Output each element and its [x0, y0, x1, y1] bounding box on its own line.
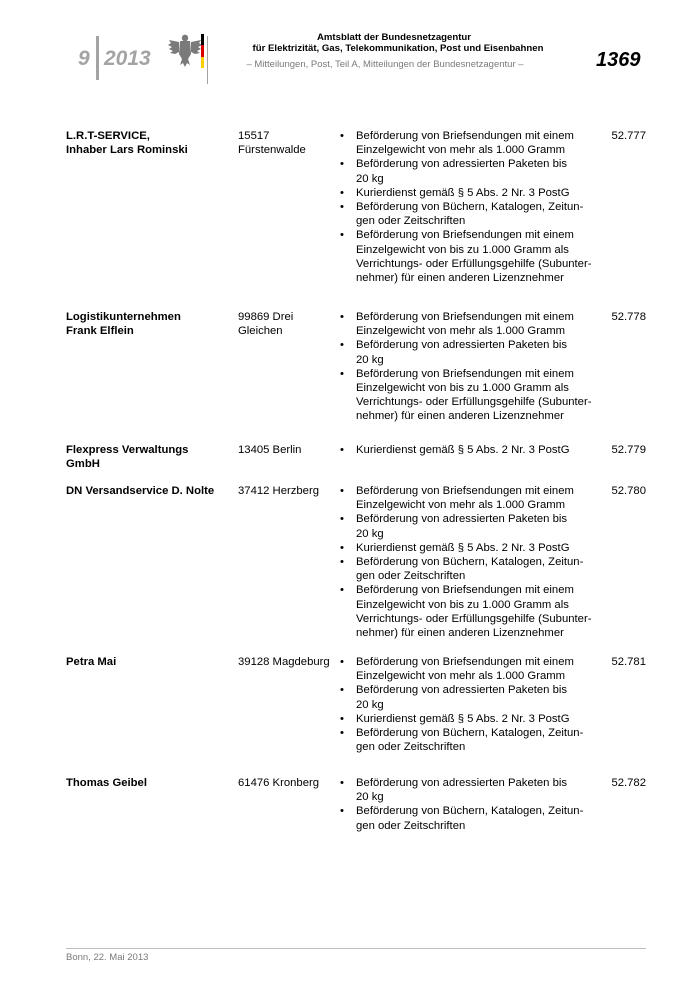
service-text: Beförderung von adressierten Paketen bis 20 kg	[356, 158, 568, 185]
service-text: Kurierdienst gemäß § 5 Abs. 2 Nr. 3 PostG	[356, 186, 570, 199]
bullet-icon: •	[340, 201, 344, 214]
flag-stripe-red	[201, 45, 204, 56]
service-item	[340, 338, 610, 366]
bullet-icon: •	[340, 485, 344, 497]
license-number: 52.779	[611, 444, 646, 456]
licensee-name: Logistikunternehmen Frank Elflein	[66, 311, 181, 338]
service-text: Beförderung von Büchern, Katalogen, Zeitun- gen oder Zeitschriften	[356, 201, 584, 228]
table-row	[66, 129, 646, 299]
bullet-icon: •	[340, 584, 344, 597]
service-list	[340, 484, 610, 640]
service-text: Beförderung von Briefsendungen mit einem Einzelgewicht von bis zu 1.000 Gramm als Verrichtungs- oder Erfüllungsgehilfe (Subunter- nehmer) für einen anderen Lizenznehmer	[356, 584, 592, 640]
service-item	[340, 804, 610, 832]
licensee-name: Thomas Geibel	[66, 777, 147, 789]
service-text: Beförderung von adressierten Paketen bis 20 kg	[356, 513, 568, 540]
page-number: 1369	[596, 49, 641, 71]
bullet-icon: •	[340, 130, 344, 142]
service-item	[340, 228, 610, 285]
bullet-icon: •	[340, 229, 344, 242]
header-divider	[207, 36, 208, 84]
table-row	[66, 310, 646, 430]
bullet-icon: •	[340, 541, 344, 554]
bullet-icon: •	[340, 444, 344, 456]
service-list	[340, 129, 610, 285]
bullet-icon: •	[340, 367, 344, 380]
header-title-line1: Amtsblatt der Bundesnetzagentur	[316, 32, 472, 43]
service-item	[340, 712, 610, 726]
service-list	[340, 310, 610, 424]
bullet-icon: •	[340, 339, 344, 352]
service-item	[340, 776, 610, 804]
service-item	[340, 367, 610, 424]
bullet-icon: •	[340, 513, 344, 526]
bullet-icon: •	[340, 556, 344, 569]
service-text: Beförderung von Briefsendungen mit einem Einzelgewicht von bis zu 1.000 Gramm als Verrichtungs- oder Erfüllungsgehilfe (Subunter- nehmer) für einen anderen Lizenznehmer	[356, 367, 592, 423]
service-text: Beförderung von adressierten Paketen bis 20 kg	[356, 339, 568, 366]
bullet-icon: •	[340, 656, 344, 668]
bullet-icon: •	[340, 684, 344, 697]
service-text: Beförderung von Briefsendungen mit einem Einzelgewicht von mehr als 1.000 Gramm	[356, 130, 574, 157]
service-item	[340, 555, 610, 583]
service-text: Kurierdienst gemäß § 5 Abs. 2 Nr. 3 PostG	[356, 541, 570, 554]
licensee-location: 99869 Drei Gleichen	[238, 311, 294, 338]
service-item	[340, 310, 610, 338]
bullet-icon: •	[340, 311, 344, 323]
licensee-name: Flexpress Verwaltungs GmbH	[66, 444, 189, 471]
service-list	[340, 776, 610, 833]
licensee-name: DN Versandservice D. Nolte	[66, 485, 215, 497]
license-number: 52.778	[611, 311, 646, 323]
licensee-location: 13405 Berlin	[238, 444, 302, 456]
licensee-location: 39128 Magdeburg	[238, 656, 330, 668]
service-item	[340, 443, 610, 457]
table-row	[66, 655, 646, 765]
service-text: Beförderung von adressierten Paketen bis 20 kg	[356, 777, 568, 804]
service-text: Beförderung von Briefsendungen mit einem Einzelgewicht von mehr als 1.000 Gramm	[356, 656, 574, 683]
service-item	[340, 129, 610, 157]
federal-eagle-icon	[168, 32, 202, 68]
license-number: 52.780	[611, 485, 646, 497]
bullet-icon: •	[340, 777, 344, 789]
service-item	[340, 583, 610, 640]
service-text: Kurierdienst gemäß § 5 Abs. 2 Nr. 3 PostG	[356, 444, 570, 456]
bullet-icon: •	[340, 158, 344, 171]
service-list	[340, 443, 610, 457]
table-row	[66, 484, 646, 644]
table-row	[66, 776, 646, 846]
licensee-location: 61476 Kronberg	[238, 777, 320, 789]
service-item	[340, 484, 610, 512]
flag-stripe-gold	[201, 57, 204, 68]
service-item	[340, 655, 610, 683]
license-number: 52.777	[611, 130, 646, 142]
service-item	[340, 512, 610, 540]
bullet-icon: •	[340, 805, 344, 818]
page-header	[0, 0, 700, 95]
bullet-icon: •	[340, 727, 344, 740]
header-subtitle: – Mitteilungen, Post, Teil A, Mitteilungen der Bundesnetzagentur –	[246, 59, 524, 70]
licensee-name: L.R.T-SERVICE, Inhaber Lars Rominski	[66, 130, 188, 157]
service-text: Beförderung von Büchern, Katalogen, Zeitun- gen oder Zeitschriften	[356, 727, 584, 754]
service-text: Kurierdienst gemäß § 5 Abs. 2 Nr. 3 PostG	[356, 712, 570, 725]
service-text: Beförderung von Büchern, Katalogen, Zeitun- gen oder Zeitschriften	[356, 556, 584, 583]
header-title-line2: für Elektrizität, Gas, Telekommunikation, Post und Eisenbahnen	[252, 43, 544, 54]
bullet-icon: •	[340, 712, 344, 725]
bullet-icon: •	[340, 186, 344, 199]
table-row	[66, 443, 646, 483]
footer-divider	[66, 948, 646, 949]
flag-bar	[201, 34, 204, 68]
service-item	[340, 726, 610, 754]
issue-number: 9	[78, 47, 90, 70]
licensee-location: 15517 Fürstenwalde	[238, 130, 306, 157]
service-item	[340, 186, 610, 200]
footer-date: Bonn, 22. Mai 2013	[66, 952, 149, 963]
licensee-location: 37412 Herzberg	[238, 485, 320, 497]
service-text: Beförderung von Briefsendungen mit einem Einzelgewicht von mehr als 1.000 Gramm	[356, 311, 574, 338]
flag-stripe-black	[201, 34, 204, 45]
licensee-name: Petra Mai	[66, 656, 117, 668]
service-item	[340, 157, 610, 185]
service-list	[340, 655, 610, 754]
service-text: Beförderung von Briefsendungen mit einem Einzelgewicht von mehr als 1.000 Gramm	[356, 485, 574, 512]
service-item	[340, 683, 610, 711]
service-text: Beförderung von Briefsendungen mit einem Einzelgewicht von bis zu 1.000 Gramm als Verrichtungs- oder Erfüllungsgehilfe (Subunter- nehmer) für einen anderen Lizenznehmer	[356, 229, 592, 285]
service-text: Beförderung von adressierten Paketen bis 20 kg	[356, 684, 568, 711]
issue-divider	[96, 36, 99, 80]
service-text: Beförderung von Büchern, Katalogen, Zeitun- gen oder Zeitschriften	[356, 805, 584, 832]
issue-year: 2013	[104, 47, 151, 70]
service-item	[340, 541, 610, 555]
service-item	[340, 200, 610, 228]
license-number: 52.782	[611, 777, 646, 789]
license-number: 52.781	[611, 656, 646, 668]
